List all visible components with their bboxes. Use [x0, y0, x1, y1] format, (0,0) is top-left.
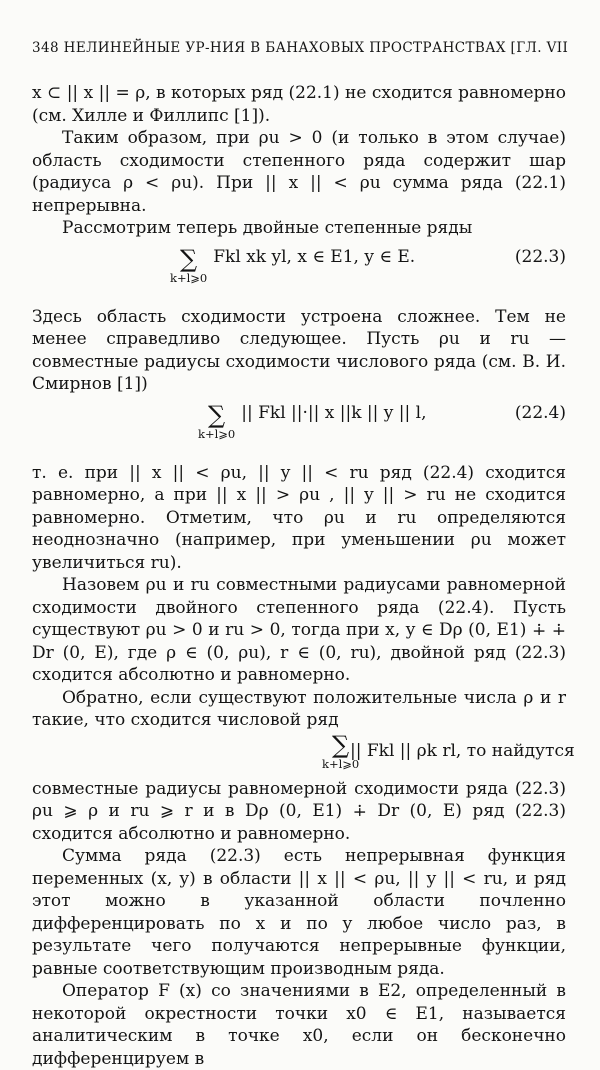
- equation-22-3: [32, 240, 566, 306]
- paragraph: Сумма ряда (22.3) есть непрерывная функция переменных (x, y) в области || x || < ρu, || y || < ru, и ряд этот можно в указанной области почленно дифференцировать по x и по y любое число раз, в результате чего получаются непрерывные функции, равные соответствующим производным ряда.: [32, 846, 566, 979]
- equation-expression: || Fkl ||·|| x ||k || y || l,: [241, 402, 427, 423]
- equation-expression: Fkl xk yl, x ∈ E1, y ∈ E.: [213, 246, 416, 267]
- paragraph: т. е. при || x || < ρu, || y || < ru ряд (22.4) сходится равномерно, а при || x || > ρu , || y || > ru не сходится равномерно. Отметим, что ρu и ru определяются неоднозначно (например, при уменьшении ρu может увеличиться ru).: [32, 462, 566, 573]
- sum-symbol: ∑ k+l⩾0: [198, 400, 236, 441]
- paragraph: Рассмотрим теперь двойные степенные ряды: [62, 218, 473, 238]
- running-header: 348 НЕЛИНЕЙНЫЕ УР-НИЯ В БАНАХОВЫХ ПРОСТРАНСТВАХ [ГЛ. VII: [32, 40, 569, 56]
- paragraph: Здесь область сходимости устроена сложнее. Тем не менее справедливо следующее. Пусть ρu и ru — совместные радиусы сходимости числового ряда (см. В. И. Смирнов [1]): [32, 306, 566, 394]
- paragraph: Назовем ρu и ru совместными радиусами равномерной сходимости двойного степенного ряда (22.4). Пусть существуют ρu > 0 и ru > 0, тогда при x, y ∈ Dρ (0, E1) ∔ ∔ Dr (0, E), где ρ ∈ (0, ρu), r ∈ (0, ru), двойной ряд (22.3) сходится абсолютно и равномерно.: [32, 575, 566, 685]
- equation-number: (22.3): [514, 246, 566, 267]
- page-body: [32, 82, 575, 1070]
- equation-number: (22.4): [514, 402, 566, 423]
- paragraph: x ⊂ || x || = ρ, в которых ряд (22.1) не сходится равномерно (см. Хилле и Филлипс [1]).: [32, 83, 566, 126]
- paragraph: Оператор F (x) со значениями в E2, определенный в некоторой окрестности точки x0 ∈ E1, называется аналитическим в точке x0, если он бесконечно дифференцируем в: [32, 981, 566, 1069]
- equation-22-4: [32, 396, 566, 462]
- paragraph: Таким образом, при ρu > 0 (и только в этом случае) область сходимости степенного ряда содержит шар (радиуса ρ < ρu). При || x || < ρu сумма ряда (22.1) непрерывна.: [32, 128, 566, 216]
- inline-series: [32, 730, 575, 778]
- inline-series-expression: || Fkl || ρk rl, то найдутся: [350, 740, 575, 761]
- sum-symbol: ∑ k+l⩾0: [322, 730, 360, 771]
- sum-symbol: ∑ k+l⩾0: [170, 244, 208, 285]
- paragraph: совместные радиусы равномерной сходимости ряда (22.3) ρu ⩾ ρ и ru ⩾ r и в Dρ (0, E1) ∔ Dr (0, E) ряд (22.3) сходится абсолютно и равномерно.: [32, 778, 566, 844]
- paragraph: Обратно, если существуют положительные числа ρ и r такие, что сходится числовой ряд: [32, 687, 566, 730]
